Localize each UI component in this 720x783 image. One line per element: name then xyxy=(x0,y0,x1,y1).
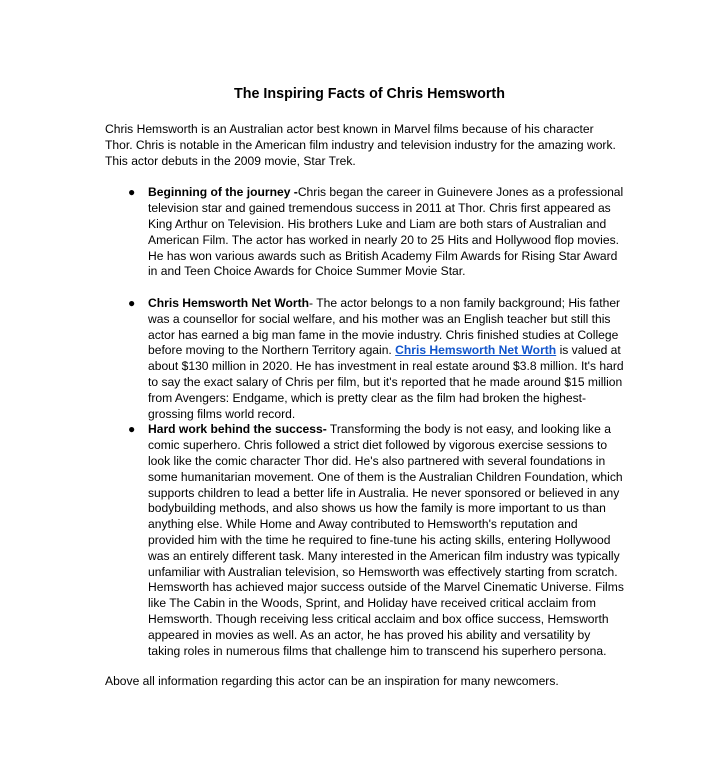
fact-heading: Chris Hemsworth Net Worth xyxy=(148,295,310,310)
list-spacer xyxy=(105,280,624,296)
bullet-icon: ● xyxy=(128,422,136,437)
intro-paragraph: Chris Hemsworth is an Australian actor best known in Marvel films because of his character Thor. Chris is notable in the American film industry and television industry for the amazing work. This actor debuts in the 2009 movie, Star Trek. xyxy=(105,122,616,168)
fact-heading: Hard work behind the success- xyxy=(148,422,327,437)
closing-paragraph: Above all information regarding this actor can be an inspiration for many newcomers. xyxy=(105,674,559,689)
fact-text: Chris began the career in Guinevere Jones as a professional television star and gained tremendous success in 2011 at Thor. Chris first appeared as King Arthur on Television. His brothers Luke and Liam are both stars of Australian and American Film. The actor has worked in nearly 20 to 25 Hits and Hollywood flop movies. He has won various awards such as British Academy Film Awards for Rising Star Award in and Teen Choice Awards for Choice Summer Movie Star. xyxy=(148,185,624,279)
page-title: The Inspiring Facts of Chris Hemsworth xyxy=(234,86,505,102)
net-worth-link[interactable]: Chris Hemsworth Net Worth xyxy=(395,343,557,358)
bullet-icon: ● xyxy=(128,185,136,200)
list-item xyxy=(105,185,624,280)
list-item xyxy=(105,422,624,659)
fact-heading: Beginning of the journey - xyxy=(148,185,298,200)
fact-text: - The actor belongs to a non family background; His father was a counsellor for social welfare, and his mother was an English teacher but still this actor has earned a big man fame in the movie industry. Chris finished studies at College before moving to the Northern Territory again. xyxy=(148,295,621,358)
list-item xyxy=(105,296,624,422)
fact-text: is valued at about $130 million in 2020. He has investment in real estate around $3.8 million. It's hard to say the exact salary of Chris per film, but it's reported that he made around $15 million from Avengers: Endgame, which is pretty clear as the film had broken the highest-grossing films world record. xyxy=(148,343,624,421)
fact-text: Transforming the body is not easy, and looking like a comic superhero. Chris followed a strict diet followed by vigorous exercise sessions to look like the comic character Thor did. He's also partnered with several foundations in some humanitarian movement. One of them is the Australian Children Foundation, which supports children to lead a better life in Australia. He never sponsored or believed in any bodybuilding methods, and also shows us how the family is more important to us than anything else. While Home and Away contributed to Hemsworth's reputation and provided him with the time he required to fine-tune his acting skills, entering Hollywood was an entirely different task. Many interested in the American film industry was typically unfamiliar with Australian television, so Hemsworth was effectively starting from scratch. Hemsworth has achieved major success outside of the Marvel Cinematic Universe. Films like The Cabin in the Woods, Sprint, and Holiday have received critical acclaim from Hemsworth. Though receiving less critical acclaim and box office success, Hemsworth appeared in movies as well. As an actor, he has proved his ability and versatility by taking roles in numerous films that challenge him to transcend his superhero persona. xyxy=(148,422,624,658)
facts-list xyxy=(105,185,624,659)
bullet-icon: ● xyxy=(128,295,136,310)
